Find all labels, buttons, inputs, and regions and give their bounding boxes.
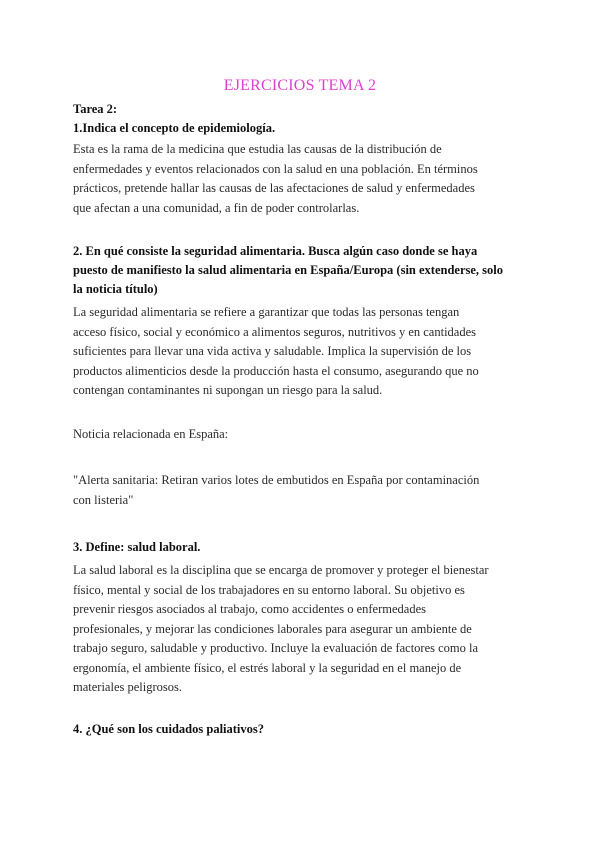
q4-heading: 4. ¿Qué son los cuidados paliativos? xyxy=(73,722,265,736)
q1-answer-line: Esta es la rama de la medicina que estudia las causas de la distribución de xyxy=(73,142,442,156)
q3-answer-line: ergonomía, el ambiente físico, el estrés laboral y la seguridad en el manejo de xyxy=(73,660,462,675)
q3-answer-line: prevenir riesgos asociados al trabajo, como accidentes o enfermedades xyxy=(73,602,426,616)
q3-answer-line: trabajo seguro, saludable y productivo. Incluye la evaluación de factores como la xyxy=(73,641,479,655)
q3-answer-line: materiales peligrosos. xyxy=(73,680,182,694)
task-label: Tarea 2: xyxy=(73,102,118,116)
q2-answer-line: acceso físico, social y económico a alimentos seguros, nutritivos y en cantidades xyxy=(73,324,477,339)
q1-answer-line: que afectan a una comunidad, a fin de poder controlarlas. xyxy=(73,200,360,215)
document-title: EJERCICIOS TEMA 2 xyxy=(223,77,377,94)
q2-heading xyxy=(73,242,533,299)
q3-answer xyxy=(73,561,533,698)
q3-heading: 3. Define: salud laboral. xyxy=(73,540,201,554)
q2-answer-line: suficientes para llevar una vida activa y saludable. Implica la supervisión de los xyxy=(73,344,472,358)
q2-answer-line: contengan contaminantes ni supongan un riesgo para la salud. xyxy=(73,383,383,397)
q2-answer-line: La seguridad alimentaria se refiere a garantizar que todas las personas tengan xyxy=(73,305,460,319)
q1-heading: 1.Indica el concepto de epidemiología. xyxy=(73,121,276,135)
q2-heading-line: 2. En qué consiste la seguridad alimentaria. Busca algún caso donde se haya xyxy=(73,244,478,258)
q1-answer xyxy=(73,140,533,218)
news-title-line: con listeria" xyxy=(73,492,134,507)
q2-heading-line: la noticia título) xyxy=(73,282,158,296)
q3-answer-line: físico, mental y social de los trabajadores en su entorno laboral. Su objetivo es xyxy=(73,582,465,597)
q2-answer-line: productos alimenticios desde la producción hasta el consumo, asegurando que no xyxy=(73,363,479,378)
news-label: Noticia relacionada en España: xyxy=(73,427,229,441)
q3-answer-line: profesionales, y mejorar las condiciones laborales para asegurar un ambiente de xyxy=(73,621,472,636)
q1-answer-line: prácticos, pretende hallar las causas de las afectaciones de salud y enfermedades xyxy=(73,181,475,195)
q1-answer-line: enfermedades y eventos relacionados con la salud en una población. En términos xyxy=(73,161,478,176)
news-title-line: "Alerta sanitaria: Retiran varios lotes de embutidos en España por contaminación xyxy=(73,473,480,487)
q2-answer xyxy=(73,303,533,401)
q2-heading-line: puesto de manifiesto la salud alimentaria en España/Europa (sin extenderse, solo xyxy=(73,263,504,277)
news-title xyxy=(73,471,533,510)
q3-answer-line: La salud laboral es la disciplina que se encarga de promover y proteger el bienestar xyxy=(73,563,489,577)
